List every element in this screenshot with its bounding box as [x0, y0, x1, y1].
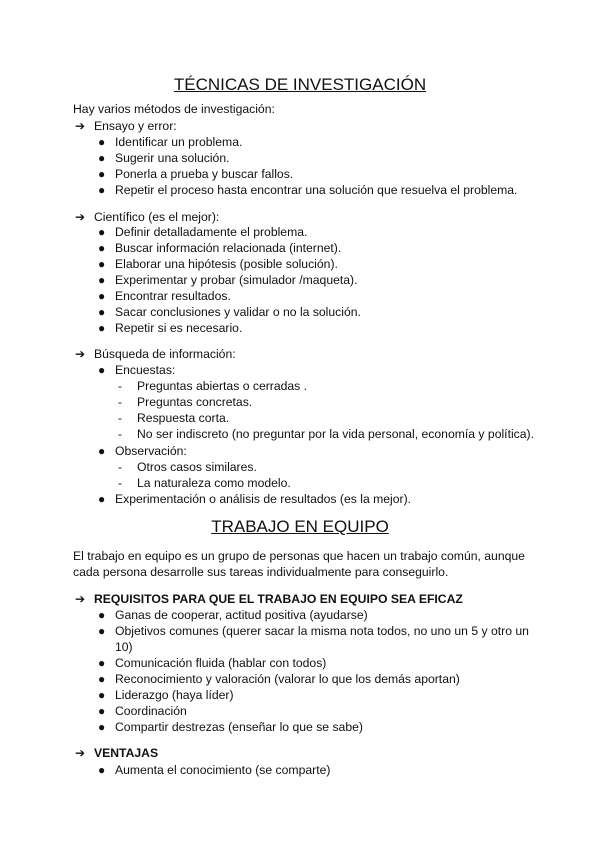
- bullet-icon: ●: [98, 672, 106, 686]
- arrow-icon: ➔: [75, 592, 86, 606]
- list-item: Ponerla a prueba y buscar fallos.: [115, 167, 294, 181]
- heading-requisitos: REQUISITOS PARA QUE EL TRABAJO EN EQUIPO SEA EFICAZ: [94, 592, 463, 606]
- sublist-item: Preguntas abiertas o cerradas .: [137, 379, 308, 393]
- bullet-icon: ●: [98, 492, 106, 506]
- arrow-icon: ➔: [75, 347, 86, 361]
- paragraph-line: El trabajo en equipo es un grupo de personas que hacen un trabajo común, aunque: [73, 549, 525, 563]
- sublist-item: La naturaleza como modelo.: [137, 476, 291, 490]
- section-title-tecnicas: TÉCNICAS DE INVESTIGACIÓN: [173, 75, 427, 94]
- list-item: Objetivos comunes (querer sacar la misma nota todos, no uno un 5 y otro un: [115, 624, 529, 638]
- sublist-item: Otros casos similares.: [137, 460, 257, 474]
- bullet-icon: ●: [98, 624, 106, 638]
- list-item-encuestas: Encuestas:: [115, 363, 176, 377]
- list-item: Identificar un problema.: [115, 135, 243, 149]
- bullet-icon: ●: [98, 257, 106, 271]
- list-item: Reconocimiento y valoración (valorar lo que los demás aportan): [115, 672, 460, 686]
- bullet-icon: ●: [98, 135, 106, 149]
- list-item: Coordinación: [115, 704, 187, 718]
- list-item: Buscar información relacionada (internet).: [115, 241, 342, 255]
- bullet-icon: ●: [98, 241, 106, 255]
- bullet-icon: ●: [98, 273, 106, 287]
- bullet-icon: ●: [98, 183, 106, 197]
- list-item: Repetir el proceso hasta encontrar una solución que resuelva el problema.: [115, 183, 518, 197]
- bullet-icon: ●: [98, 363, 106, 377]
- bullet-icon: ●: [98, 608, 106, 622]
- arrow-icon: ➔: [75, 119, 86, 133]
- list-item: Ganas de cooperar, actitud positiva (ayudarse): [115, 608, 368, 622]
- list-item-observacion: Observación:: [115, 444, 187, 458]
- bullet-icon: ●: [98, 321, 106, 335]
- list-item: Elaborar una hipótesis (posible solución).: [115, 257, 338, 271]
- bullet-icon: ●: [98, 305, 106, 319]
- bullet-icon: ●: [98, 688, 106, 702]
- intro-text: Hay varios métodos de investigación:: [73, 102, 275, 116]
- sublist-item: No ser indiscreto (no preguntar por la vida personal, economía y política).: [137, 427, 534, 441]
- bullet-icon: ●: [98, 225, 106, 239]
- bullet-icon: ●: [98, 656, 106, 670]
- list-item: Aumenta el conocimiento (se comparte): [115, 763, 331, 777]
- group-label-busqueda: Búsqueda de información:: [94, 347, 236, 361]
- group-label-cientifico: Científico (es el mejor):: [94, 210, 220, 224]
- dash-icon: -: [118, 427, 122, 441]
- bullet-icon: ●: [98, 167, 106, 181]
- dash-icon: -: [118, 460, 122, 474]
- arrow-icon: ➔: [75, 746, 86, 760]
- list-item-continuation: 10): [115, 640, 133, 654]
- list-item: Experimentar y probar (simulador /maqueta).: [115, 273, 358, 287]
- arrow-icon: ➔: [75, 210, 86, 224]
- group-label-ensayo: Ensayo y error:: [94, 119, 177, 133]
- dash-icon: -: [118, 395, 122, 409]
- section-title-trabajo-equipo: TRABAJO EN EQUIPO: [211, 517, 389, 536]
- list-item: Repetir si es necesario.: [115, 321, 243, 335]
- bullet-icon: ●: [98, 444, 106, 458]
- bullet-icon: ●: [98, 720, 106, 734]
- bullet-icon: ●: [98, 763, 106, 777]
- list-item: Encontrar resultados.: [115, 289, 231, 303]
- list-item: Definir detalladamente el problema.: [115, 225, 308, 239]
- dash-icon: -: [118, 411, 122, 425]
- list-item: Comunicación fluida (hablar con todos): [115, 656, 327, 670]
- paragraph-line: cada persona desarrolle sus tareas individualmente para conseguirlo.: [73, 565, 449, 579]
- sublist-item: Preguntas concretas.: [137, 395, 253, 409]
- list-item: Sugerir una solución.: [115, 151, 230, 165]
- list-item-experimentacion: Experimentación o análisis de resultados (es la mejor).: [115, 492, 412, 506]
- list-item: Sacar conclusiones y validar o no la solución.: [115, 305, 361, 319]
- bullet-icon: ●: [98, 704, 106, 718]
- bullet-icon: ●: [98, 151, 106, 165]
- dash-icon: -: [118, 476, 122, 490]
- list-item: Liderazgo (haya líder): [115, 688, 234, 702]
- dash-icon: -: [118, 379, 122, 393]
- list-item: Compartir destrezas (enseñar lo que se sabe): [115, 720, 363, 734]
- heading-ventajas: VENTAJAS: [94, 746, 159, 760]
- sublist-item: Respuesta corta.: [137, 411, 230, 425]
- bullet-icon: ●: [98, 289, 106, 303]
